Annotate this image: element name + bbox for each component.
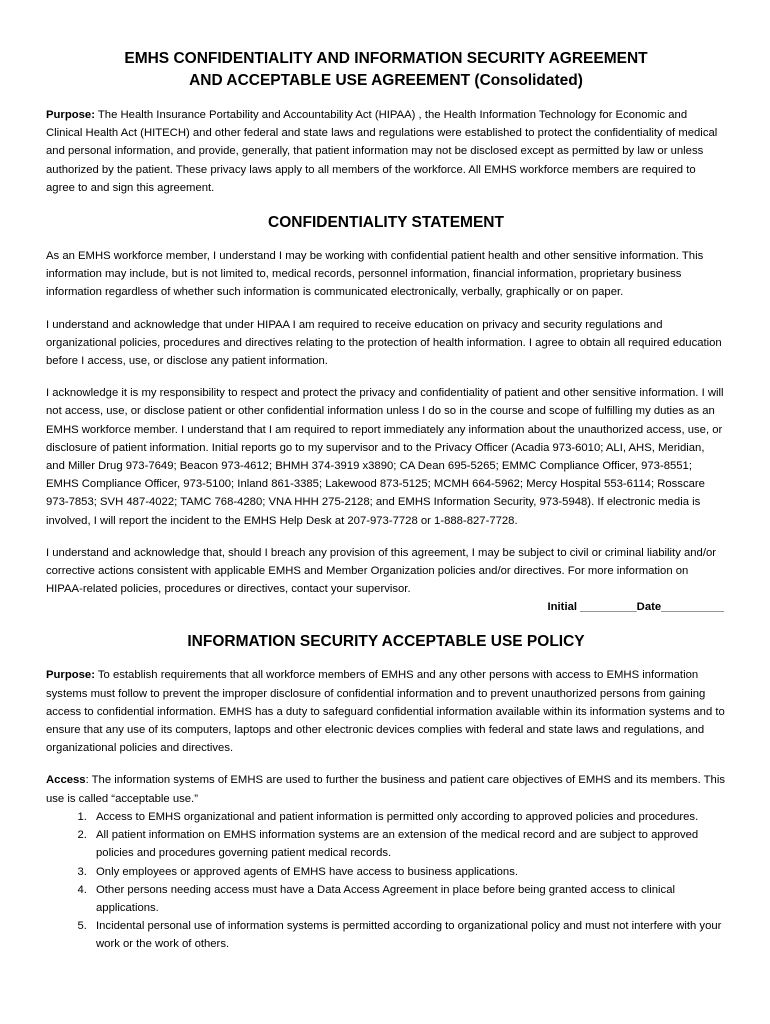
acceptable-use-list xyxy=(46,808,726,954)
document-title xyxy=(46,48,726,92)
confidentiality-paragraph-4: I understand and acknowledge that, should I breach any provision of this agreement, I may be subject to civil or criminal liability and/or corrective actions consistent with applicable EMHS and Member Organization policies and/or directives. For more information on HIPAA-related policies, procedures or directives, contact your supervisor. xyxy=(46,546,717,596)
acceptable-use-heading: INFORMATION SECURITY ACCEPTABLE USE POLICY xyxy=(187,633,585,651)
confidentiality-paragraph-1: As an EMHS workforce member, I understand I may be working with confidential patient health and other sensitive information. This information may include, but is not limited to, medical records, personnel information, financial information, proprietary business information regardless of whether such information is communicated electronically, verbally, graphically or on paper. xyxy=(46,250,704,299)
acceptable-use-purpose-text: To establish requirements that all workforce members of EMHS and any other persons with access to EMHS information systems must follow to prevent the improper disclosure of confidential information and to prevent unauthorized persons from gaining access to confidential information. EMHS has a duty to safeguard confidential information available within its information systems and to ensure that any use of its computers, laptops and other electronic devices complies with federal and state laws and regulations, and organizational policies and directives. xyxy=(46,669,725,755)
initial-date-line: Initial _________Date__________ xyxy=(547,601,724,614)
purpose-paragraph xyxy=(46,106,726,197)
access-text: : The information systems of EMHS are used to further the business and patient care objectives of EMHS and its members. This use is called “acceptable use.” xyxy=(46,774,725,805)
document-title-line-2: AND ACCEPTABLE USE AGREEMENT (Consolidated) xyxy=(189,72,583,89)
list-item: 3. Only employees or approved agents of EMHS have access to business applications. xyxy=(90,863,726,881)
purpose-label: Purpose: xyxy=(46,109,95,121)
confidentiality-paragraph-2: I understand and acknowledge that under HIPAA I am required to receive education on privacy and security regulations and organizational policies, procedures and directives relating to the protection of health information. I agree to obtain all required education before I access, use, or disclose any patient information. xyxy=(46,318,722,368)
purpose-text: The Health Insurance Portability and Accountability Act (HIPAA) , the Health Information Technology for Economic and Clinical Health Act (HITECH) and other federal and state laws and regulations were established to protect the confidentiality of medical and personal information, and provide, generally, that patient information may not be disclosed except as permitted by law or unless authorized by the patient. These privacy laws apply to all members of the workforce. All EMHS workforce members are required to agree to and sign this agreement. xyxy=(46,109,718,194)
access-label: Access xyxy=(46,774,86,787)
list-item: 2. All patient information on EMHS information systems are an extension of the medical record and are subject to approved policies and procedures governing patient medical records. xyxy=(90,826,726,862)
acceptable-use-purpose-label: Purpose: xyxy=(46,669,95,682)
confidentiality-heading: CONFIDENTIALITY STATEMENT xyxy=(268,214,504,232)
list-item: 5. Incidental personal use of information systems is permitted according to organizational policy and must not interfere with your work or the work of others. xyxy=(90,917,726,953)
document-title-line-1: EMHS CONFIDENTIALITY AND INFORMATION SECURITY AGREEMENT xyxy=(124,50,648,67)
list-item: 4. Other persons needing access must have a Data Access Agreement in place before being granted access to clinical applications. xyxy=(90,881,726,917)
list-item: 1. Access to EMHS organizational and patient information is permitted only according to approved policies and procedures. xyxy=(90,808,726,826)
confidentiality-paragraph-3: I acknowledge it is my responsibility to respect and protect the privacy and confidentiality of patient and other sensitive information. I will not access, use, or disclose patient or other confidential information unless I do so in the course and scope of fulfilling my duties as an EMHS workforce member. I understand that I am required to report immediately any information about the unauthorized access, use, or disclosure of patient information. Initial reports go to my supervisor and to the Privacy Officer (Acadia 973-6010; ALI, AHS, Meridian, and Miller Drug 973-7649; Beacon 973-4612; BHMH 374-3919 x3890; CA Dean 695-5265; EMMC Compliance Officer, 973-8551; EMHS Compliance Officer, 973-5100; Inland 861-3385; Lakewood 873-5125; MCMH 664-5962; Mercy Hospital 553-6114; Rosscare 973-7853; SVH 487-4022; TAMC 768-4280; VNA HHH 275-2128; and EMHS Information Security, 973-5948). If electronic media is involved, I will report the incident to the EMHS Help Desk at 207-973-7728 or 1-888-827-7728. xyxy=(46,387,724,527)
acceptable-use-purpose-paragraph xyxy=(46,666,726,757)
access-paragraph xyxy=(46,771,726,807)
